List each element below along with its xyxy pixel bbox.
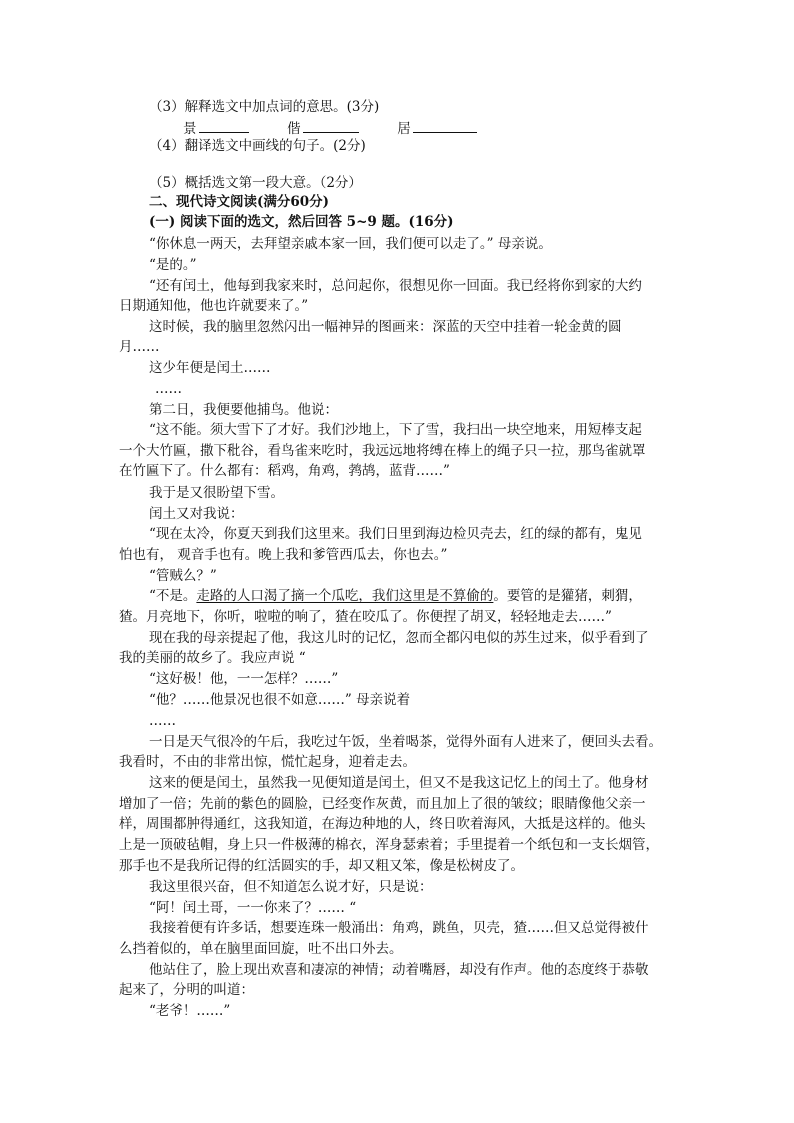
paragraph-line: 日期通知他，他也许就要来了。” [119,298,309,314]
blank-word-3: 居 [397,121,411,137]
paragraph-line: 我接着便有许多话，想要连珠一般涌出：角鸡，跳鱼，贝壳，猹……但又总觉得被什 [149,920,649,936]
paragraph-line: “管贼么？” [149,568,217,584]
paragraph-line: 样，周围都肿得通红，这我知道，在海边种地的人，终日吹着海风，大抵是这样的。他头 [119,816,646,832]
paragraph-line: 一日是天气很冷的午后，我吃过午饭，坐着喝茶，觉得外面有人进来了，便回头去看。 [149,734,662,750]
paragraph-line: “这好极！他，一一怎样？……” [149,671,339,687]
paragraph-line: 现在我的母亲提起了他，我这儿时的记忆，忽而全都闪电似的苏生过来，似乎看到了 [149,630,649,646]
answer-blank-1[interactable] [199,118,249,133]
section-heading: 二、现代诗文阅读(满分60分) [149,194,330,210]
paragraph-line: 这来的便是闰土，虽然我一见便知道是闰土，但又不是我这记忆上的闰土了。他身材 [149,775,649,791]
paragraph-line: “这不能。须大雪下了才好。我们沙地上，下了雪，我扫出一块空地来，用短棒支起 [149,422,642,438]
text-run: “不是。 [149,588,197,604]
paragraph-line: 月…… [119,339,160,355]
paragraph-line: “他？……他景况也很不如意……” 母亲说着 [149,692,411,708]
paragraph-line: 一个大竹匾，撒下秕谷，看鸟雀来吃时，我远远地将缚在棒上的绳子只一拉，那鸟雀就罩 [119,443,646,459]
paragraph-line: 在竹匾下了。什么都有：稻鸡，角鸡，鹁鸪，蓝背……” [119,463,450,479]
underlined-sentence: 走路的人口渴了摘一个瓜吃，我们这里是不算偷的 [196,588,494,604]
question-4: （4）翻译选文中画线的句子。(2分) [149,138,366,154]
text-run: 。要管的是獾猪，刺猬， [493,588,642,604]
ellipsis-line: …… [155,381,182,397]
ellipsis-line: …… [149,713,176,729]
paragraph-line: 猹。月亮地下，你听，啦啦的响了，猹在咬瓜了。你便捏了胡叉，轻轻地走去……” [119,609,612,625]
paragraph-line: “还有闰土，他每到我家来时，总问起你，很想见你一回面。我已经将你到家的大约 [149,278,642,294]
paragraph-line: 上是一顶破毡帽，身上只一件极薄的棉衣，浑身瑟索着；手里提着一个纸包和一支长烟管， [119,837,659,853]
paragraph-line: 么挡着似的，单在脑里面回旋，吐不出口外去。 [119,941,403,957]
paragraph-line: 我看时，不由的非常出惊，慌忙起身，迎着走去。 [119,754,416,770]
question-5: （5）概括选文第一段大意。（2分） [149,175,362,191]
paragraph-line: 第二日，我便要他捕鸟。他说： [149,402,338,418]
paragraph-line: “老爷！……” [149,1003,231,1019]
paragraph-line [149,586,642,606]
paragraph-line: 这时候，我的脑里忽然闪出一幅神异的图画来：深蓝的天空中挂着一轮金黄的圆 [149,319,622,335]
paragraph-line: 这少年便是闰土…… [149,360,271,376]
paragraph-line: “现在太冷，你夏天到我们这里来。我们日里到海边检贝壳去，红的绿的都有，鬼见 [149,526,642,542]
answer-blank-3[interactable] [413,118,477,133]
paragraph-line: 我这里很兴奋，但不知道怎么说才好，只是说： [149,879,433,895]
paragraph-line: “你休息一两天，去拜望亲戚本家一回，我们便可以走了。” 母亲说。 [149,236,552,252]
paragraph-line: 我于是又很盼望下雪。 [149,485,284,501]
section-subheading: (一) 阅读下面的选文，然后回答 5~9 题。(16分) [149,214,454,230]
question-3: （3）解释选文中加点词的意思。(3分) [149,99,380,115]
paragraph-line: 增加了一倍；先前的紫色的圆脸，已经变作灰黄，而且加上了很的皱纹；眼睛像他父亲一 [119,796,646,812]
paragraph-line: 起来了，分明的叫道： [119,982,254,998]
paragraph-line: “是的。” [149,257,197,273]
blank-word-2: 偕 [287,121,301,137]
paragraph-line: 闰土又对我说： [149,506,244,522]
blank-word-1: 景 [183,121,197,137]
paragraph-line: 我的美丽的故乡了。我应声说 “ [119,650,306,666]
paragraph-line: 他站住了，脸上现出欢喜和凄凉的神情；动着嘴唇，却没有作声。他的态度终于恭敬 [149,962,649,978]
paragraph-line: “阿！闰土哥，一一你来了？…… “ [149,900,357,916]
paragraph-line: 怕也有， 观音手也有。晚上我和爹管西瓜去，你也去。” [119,547,448,563]
paragraph-line: 那手也不是我所记得的红活圆实的手，却又粗又笨，像是松树皮了。 [119,858,524,874]
answer-blank-2[interactable] [303,118,359,133]
